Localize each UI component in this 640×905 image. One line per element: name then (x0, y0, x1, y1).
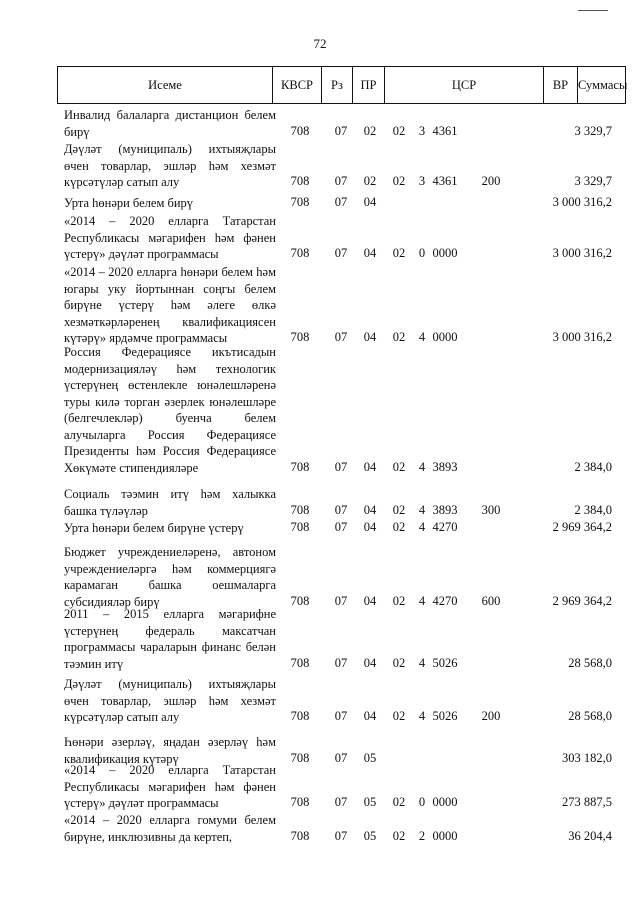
row-pr: 04 (363, 246, 377, 260)
row-name: Социаль тәэмин итү һәм халыкка башка түләүләр (64, 487, 276, 518)
row-pr: 04 (363, 502, 377, 517)
header-csr: ЦСР (384, 67, 543, 103)
row-vr: 300 (481, 502, 501, 517)
row-name: 2011 – 2015 елларга мәгарифне үстерүнең федераль максатчан программасы чараларын финанс белән тәэмин итү (64, 607, 276, 671)
row-csr2: 4 (418, 520, 426, 534)
row-csr2: 3 (418, 174, 426, 188)
row-pr: 04 (363, 195, 377, 209)
row-rz: 07 (334, 828, 348, 843)
header-name: Исеме (148, 78, 182, 92)
row-sum: 3 329,7 (574, 123, 612, 138)
row-csr3: 5026 (432, 655, 458, 670)
row-csr1: 02 (392, 123, 406, 138)
row-csr2: 0 (418, 246, 426, 260)
row-sum: 3 000 316,2 (552, 195, 612, 209)
row-rz: 07 (334, 502, 348, 517)
table-row (0, 486, 640, 519)
row-csr1: 02 (392, 795, 406, 809)
row-kvsr: 708 (290, 174, 310, 188)
header-kvsr: КВСР (272, 67, 321, 103)
row-pr: 05 (363, 795, 377, 809)
scan-mark (578, 10, 608, 11)
row-name: «2014 – 2020 елларга Татарстан Республикасы мәгарифен һәм фәнен үстерү» дәүләт программасы (64, 763, 276, 810)
table-row (0, 544, 640, 610)
table-header (57, 66, 626, 104)
row-csr2: 4 (418, 709, 426, 723)
row-name: «2014 – 2020 елларга Татарстан Республикасы мәгарифен һәм фәнен үстерү» дәүләт программасы (64, 214, 276, 261)
row-sum: 3 000 316,2 (552, 246, 612, 260)
table-row (0, 676, 640, 726)
row-csr2: 4 (418, 593, 426, 608)
row-pr: 04 (363, 520, 377, 534)
table-row (0, 141, 640, 191)
table-row (0, 762, 640, 812)
row-rz: 07 (334, 123, 348, 138)
row-name: «2014 – 2020 елларга һөнәри белем һәм югары уку йортыннан соңгы белем бирүне үстерү һәм әлеге өлкә хезмәткәрләренең квалификациясен күтәрү» ярдәмче программасы (64, 265, 276, 345)
row-csr1: 02 (392, 655, 406, 670)
header-rz: Рз (321, 67, 352, 103)
row-csr2: 3 (418, 123, 426, 138)
row-csr1: 02 (392, 330, 406, 344)
row-rz: 07 (334, 709, 348, 723)
row-csr3: 0000 (432, 795, 458, 809)
row-csr2: 4 (418, 655, 426, 670)
row-rz: 07 (334, 593, 348, 608)
row-pr: 05 (363, 750, 377, 765)
row-name: Инвалид балаларга дистанцион белем бирү (64, 108, 276, 139)
row-pr: 04 (363, 709, 377, 723)
row-sum: 2 969 364,2 (552, 593, 612, 608)
row-csr1: 02 (392, 828, 406, 843)
row-pr: 04 (363, 593, 377, 608)
row-kvsr: 708 (290, 459, 310, 474)
row-kvsr: 708 (290, 123, 310, 138)
row-kvsr: 708 (290, 655, 310, 670)
row-rz: 07 (334, 795, 348, 809)
table-row (0, 812, 640, 845)
row-vr: 200 (481, 174, 501, 188)
row-csr1: 02 (392, 174, 406, 188)
table-row (0, 606, 640, 672)
table-row (0, 520, 640, 537)
row-name: Дәүләт (муниципаль) ихтыяҗлары өчен товарлар, эшләр һәм хезмәт күрсәтүләр сатып алу (64, 677, 276, 724)
table-row (0, 344, 640, 476)
row-rz: 07 (334, 459, 348, 474)
row-kvsr: 708 (290, 520, 310, 534)
row-vr: 600 (481, 593, 501, 608)
row-pr: 05 (363, 828, 377, 843)
row-sum: 3 000 316,2 (552, 330, 612, 344)
row-csr3: 4270 (432, 520, 458, 534)
row-csr3: 0000 (432, 828, 458, 843)
row-kvsr: 708 (290, 195, 310, 209)
row-sum: 2 384,0 (574, 459, 612, 474)
row-csr3: 0000 (432, 330, 458, 344)
row-rz: 07 (334, 195, 348, 209)
header-sum: Суммасы (577, 67, 625, 103)
row-pr: 02 (363, 123, 377, 138)
row-kvsr: 708 (290, 593, 310, 608)
row-csr3: 4361 (432, 174, 458, 188)
row-csr3: 3893 (432, 459, 458, 474)
row-kvsr: 708 (290, 795, 310, 809)
row-kvsr: 708 (290, 828, 310, 843)
table-row (0, 264, 640, 347)
row-csr1: 02 (392, 459, 406, 474)
row-sum: 28 568,0 (568, 655, 612, 670)
row-pr: 04 (363, 655, 377, 670)
page-number: 72 (313, 36, 327, 51)
row-name: Россия Федерациясе икътисадын модернизацияләү һәм технологик үстерүнең өстенлекле юнәлешләренә туры килә торган әзерлек юнәлешләре (белгечлекләр) буенча белем алучыларга Россия Федерациясе Президенты һәм Россия Федерациясе Хөкүмәте стипендияләре (64, 345, 276, 475)
row-csr1: 02 (392, 593, 406, 608)
row-sum: 28 568,0 (568, 709, 612, 723)
row-csr3: 4361 (432, 123, 458, 138)
row-kvsr: 708 (290, 330, 310, 344)
header-pr: ПР (352, 67, 384, 103)
row-vr: 200 (481, 709, 501, 723)
row-csr3: 5026 (432, 709, 458, 723)
table-row (0, 195, 640, 212)
row-csr3: 3893 (432, 502, 458, 517)
row-name: Һөнәри әзерләү, яңадан әзерләү һәм квалификация күтәрү (64, 735, 276, 766)
row-csr3: 0000 (432, 246, 458, 260)
row-pr: 04 (363, 330, 377, 344)
row-csr2: 0 (418, 795, 426, 809)
row-rz: 07 (334, 655, 348, 670)
row-name: «2014 – 2020 елларга гомуми белем бирүне, инклюзивны да кертеп, (64, 813, 276, 844)
row-csr3: 4270 (432, 593, 458, 608)
row-kvsr: 708 (290, 246, 310, 260)
row-name: Дәүләт (муниципаль) ихтыяҗлары өчен товарлар, эшләр һәм хезмәт күрсәтүләр сатып алу (64, 142, 276, 189)
row-kvsr: 708 (290, 502, 310, 517)
row-csr1: 02 (392, 246, 406, 260)
row-csr2: 4 (418, 459, 426, 474)
row-pr: 02 (363, 174, 377, 188)
table-row (0, 107, 640, 140)
row-sum: 3 329,7 (574, 174, 612, 188)
row-csr2: 2 (418, 828, 426, 843)
row-csr2: 4 (418, 330, 426, 344)
row-name: Бюджет учреждениеләренә, автоном учреждениеләргә һәм коммерциягә карамаган башка оешмаларга субсидияләр бирү (64, 545, 276, 609)
row-rz: 07 (334, 246, 348, 260)
row-sum: 36 204,4 (568, 828, 612, 843)
row-rz: 07 (334, 174, 348, 188)
row-csr1: 02 (392, 709, 406, 723)
row-sum: 303 182,0 (562, 750, 612, 765)
row-pr: 04 (363, 459, 377, 474)
row-csr1: 02 (392, 520, 406, 534)
row-name: Урта һөнәри белем бирү (64, 196, 194, 210)
row-csr2: 4 (418, 502, 426, 517)
row-kvsr: 708 (290, 750, 310, 765)
row-sum: 2 384,0 (574, 502, 612, 517)
row-rz: 07 (334, 750, 348, 765)
row-sum: 273 887,5 (562, 795, 612, 809)
table-row (0, 213, 640, 263)
row-rz: 07 (334, 520, 348, 534)
row-sum: 2 969 364,2 (552, 520, 612, 534)
row-kvsr: 708 (290, 709, 310, 723)
header-vr: ВР (543, 67, 577, 103)
row-rz: 07 (334, 330, 348, 344)
row-csr1: 02 (392, 502, 406, 517)
row-name: Урта һөнәри белем бирүне үстерү (64, 521, 244, 535)
